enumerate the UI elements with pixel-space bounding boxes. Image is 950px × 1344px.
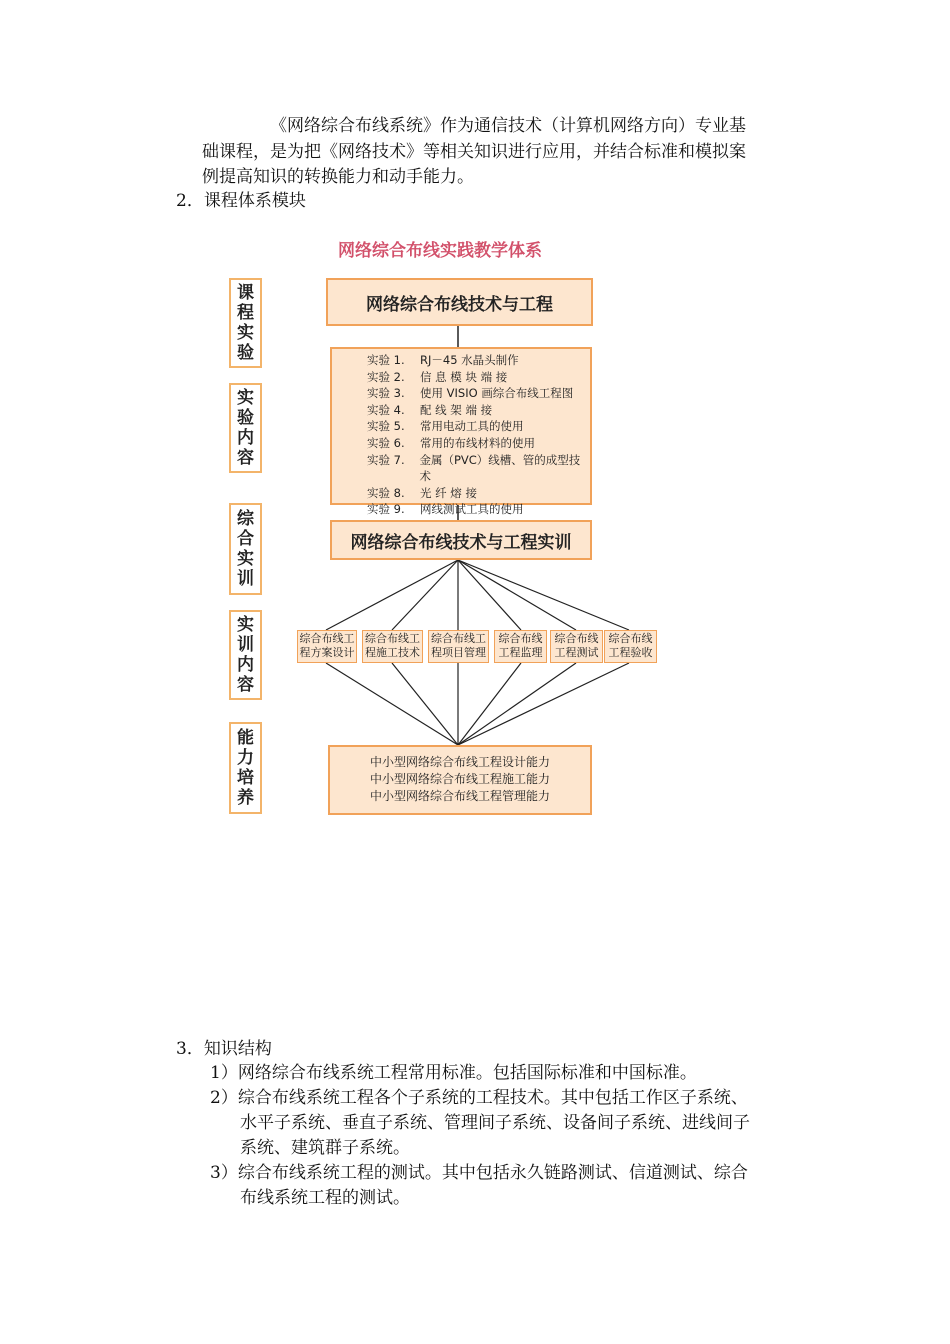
experiment-item: 实验 5. 常用电动工具的使用 (367, 419, 524, 434)
practice-item: 综合布线 工程测试 (550, 630, 603, 663)
ability-item: 中小型网络综合布线工程管理能力 (369, 789, 550, 803)
practice-item: 综合布线工 程方案设计 (297, 630, 357, 663)
side-label-course-experiment: 课 程 实 验 (229, 278, 262, 368)
practice-item: 综合布线 工程验收 (604, 630, 657, 663)
section3-heading: 3．知识结构 (176, 1039, 272, 1059)
experiment-item: 实验 3. 使用 VISIO 画综合布线工程图 (367, 386, 574, 401)
experiment-item: 实验 1. RJ－45 水晶头制作 (367, 353, 519, 367)
knowledge-item-3-line-1: 3）综合布线系统工程的测试。其中包括永久链路测试、信道测试、综合 (210, 1163, 748, 1183)
practice-box: 网络综合布线技术与工程实训 (330, 520, 592, 560)
side-label-comprehensive-practice: 综 合 实 训 (229, 503, 262, 595)
experiment-item: 实验 6. 常用的布线材料的使用 (367, 435, 535, 450)
experiment-item: 实验 2. 信 息 模 块 端 接 (367, 369, 508, 384)
experiment-item: 实验 9. 网线测试工具的使用 (367, 502, 524, 517)
knowledge-item-2-line-2: 水平子系统、垂直子系统、管理间子系统、设备间子系统、进线间子 (240, 1113, 750, 1133)
knowledge-item-2-line-3: 系统、建筑群子系统。 (240, 1138, 410, 1158)
practice-item: 综合布线工 程项目管理 (428, 630, 489, 663)
ability-box (328, 745, 592, 815)
side-label-ability: 能 力 培 养 (229, 722, 262, 814)
course-box: 网络综合布线技术与工程 (326, 278, 593, 326)
experiments-box (330, 347, 592, 517)
practice-item: 综合布线工 程施工技术 (362, 630, 423, 663)
knowledge-item-3-line-2: 布线系统工程的测试。 (240, 1188, 410, 1208)
diagram-title: 网络综合布线实践教学体系 (338, 241, 542, 261)
side-label-experiment-content: 实 验 内 容 (229, 383, 262, 473)
side-label-practice-content: 实 训 内 容 (229, 610, 262, 700)
ability-item: 中小型网络综合布线工程施工能力 (369, 772, 550, 786)
section2-heading: 2．课程体系模块 (176, 191, 306, 211)
intro-line-1: 《网络综合布线系统》作为通信技术（计算机网络方向）专业基 (270, 116, 746, 136)
knowledge-item-2-line-1: 2）综合布线系统工程各个子系统的工程技术。其中包括工作区子系统、 (210, 1088, 748, 1108)
experiment-item: 实验 4. 配 线 架 端 接 (367, 402, 493, 417)
intro-line-2: 础课程，是为把《网络技术》等相关知识进行应用，并结合标准和模拟案 (202, 142, 746, 162)
intro-line-3: 例提高知识的转换能力和动手能力。 (202, 167, 474, 187)
knowledge-item-1: 1）网络综合布线系统工程常用标准。包括国际标准和中国标准。 (210, 1063, 697, 1083)
practice-item: 综合布线 工程监理 (494, 630, 547, 663)
ability-item: 中小型网络综合布线工程设计能力 (369, 755, 550, 769)
experiment-item: 实验 8. 光 纤 熔 接 (367, 485, 477, 500)
experiment-item: 实验 7. 金属（PVC）线槽、管的成型技术 (367, 452, 581, 484)
